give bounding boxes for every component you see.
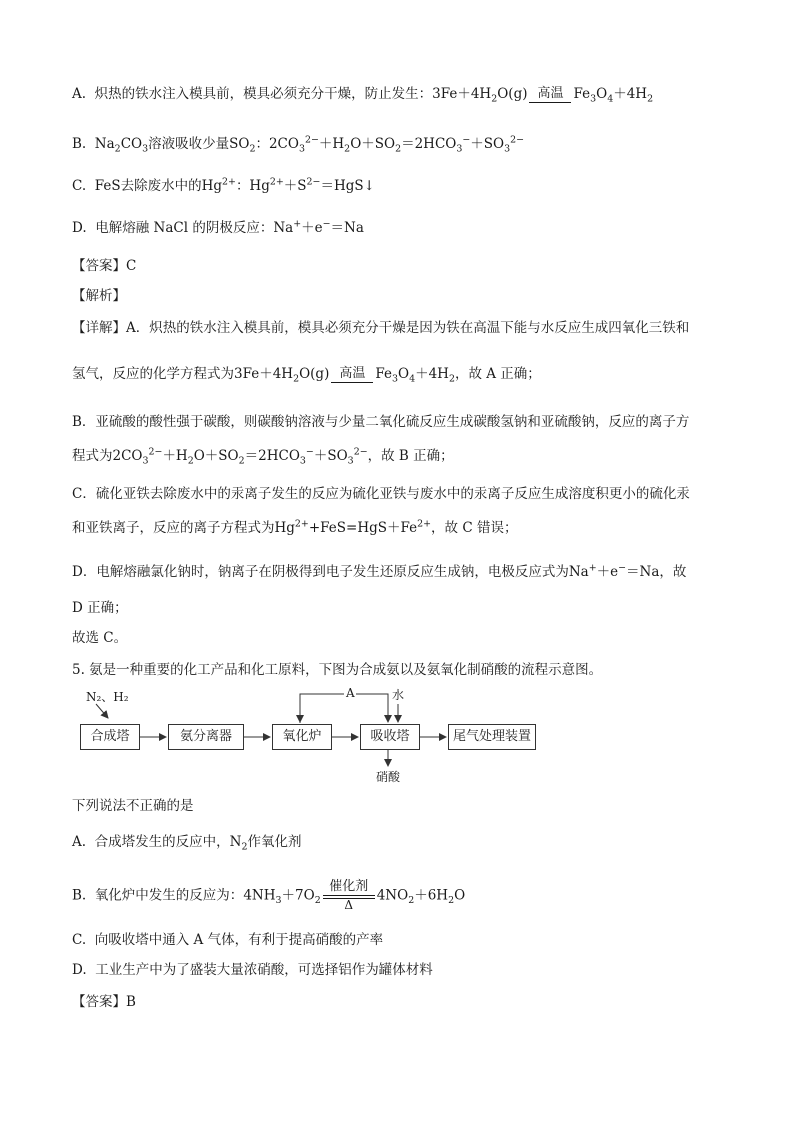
arrow-a-left-line bbox=[300, 694, 344, 723]
q4-detail-c-line2: 和亚铁离子，反应的离子方程式为$Hg^{2+}+FeS=HgS+Fe^{2+}$，故 C 错误； bbox=[72, 518, 518, 536]
arrow-input bbox=[96, 704, 108, 718]
q4-detail-a-line2: 氢气，反应的化学方程式为$3Fe+4H_2O(g)$ 高温 $Fe_3O_4+4H_2$，故 A 正确； bbox=[72, 365, 541, 385]
q5-stem: 5. 氨是一种重要的化工产品和化工原料，下图为合成氨以及氨氧化制硝酸的流程示意图。 bbox=[72, 662, 603, 678]
q5-option-b: B. 氧化炉中发生的反应为：$4NH_3+7O_2$ 催化剂 Δ $4NO_2+6H_2O$ bbox=[72, 879, 466, 912]
flow-label-output: 硝酸 bbox=[376, 770, 401, 784]
q4-detail-b-line2: 程式为$2CO_3^{2-}+H_2O+SO_2=2HCO_3^-+SO_3^{2-}$，故 B 正确； bbox=[72, 446, 454, 467]
flow-box-absorber: 吸收塔 bbox=[360, 724, 420, 750]
flow-box-synthesis-tower: 合成塔 bbox=[80, 724, 140, 750]
flow-box-ammonia-separator: 氨分离器 bbox=[168, 724, 244, 750]
q5-option-d: D. 工业生产中为了盛装大量浓硝酸，可选择铝作为罐体材料 bbox=[72, 962, 433, 978]
q5-answer: 【答案】B bbox=[72, 994, 136, 1010]
flow-box-oxidizer: 氧化炉 bbox=[272, 724, 332, 750]
q4-analysis-heading: 【解析】 bbox=[72, 288, 126, 304]
q4-detail-d-line1: D．电解熔融氯化钠时，钠离子在阴极得到电子发生还原反应生成钠，电极反应式为Na+＋e−＝Na，故 bbox=[72, 562, 687, 580]
q5-question: 下列说法不正确的是 bbox=[72, 798, 194, 814]
q4-conclusion: 故选 C。 bbox=[72, 630, 128, 646]
q4-answer: 【答案】C bbox=[72, 258, 137, 274]
q5-option-c: C. 向吸收塔中通入 A 气体，有利于提高硝酸的产率 bbox=[72, 932, 384, 948]
q4-option-c: C. FeS去除废水中的$Hg^{2+}$：$Hg^{2+}+S^{2-}=HgS↓$ bbox=[72, 176, 375, 194]
q4-option-a: A. 炽热的铁水注入模具前，模具必须充分干燥，防止发生：$3Fe+4H_2O(g)$ 高温 $Fe_3O_4+4H_2$ bbox=[72, 85, 654, 105]
arrow-a-to-absorber bbox=[356, 694, 388, 722]
flow-label-a: A bbox=[346, 686, 355, 700]
q4-detail-c-line1: C．硫化亚铁去除废水中的汞离子发生的反应为硫化亚铁与废水中的汞离子反应生成溶度积更小的硫化汞 bbox=[72, 486, 690, 502]
q4-detail-a-line1: 【详解】A．炽热的铁水注入模具前，模具必须充分干燥是因为铁在高温下能与水反应生成四氧化三铁和 bbox=[72, 320, 690, 336]
flow-label-water: 水 bbox=[392, 688, 405, 702]
q4-option-b: B. $Na_2CO_3$溶液吸收少量$SO_2$：$2CO_3^{2-}+H_2O+SO_2=2HCO_3^-+SO_3^{2-}$ bbox=[72, 134, 525, 155]
q5-option-a: A. 合成塔发生的反应中，$N_2$作氧化剂 bbox=[72, 834, 302, 853]
flow-input-label: N₂、H₂ bbox=[86, 690, 129, 704]
q4-option-d: D. 电解熔融 NaCl 的阴极反应：Na+＋e−＝Na bbox=[72, 218, 364, 236]
q4-detail-d-line2: D 正确； bbox=[72, 600, 128, 616]
flow-box-tail-gas: 尾气处理装置 bbox=[448, 724, 536, 750]
q4-detail-b-line1: B．亚硫酸的酸性强于碳酸，则碳酸钠溶液与少量二氧化硫反应生成碳酸氢钠和亚硫酸钠，反应的离子方 bbox=[72, 414, 690, 430]
